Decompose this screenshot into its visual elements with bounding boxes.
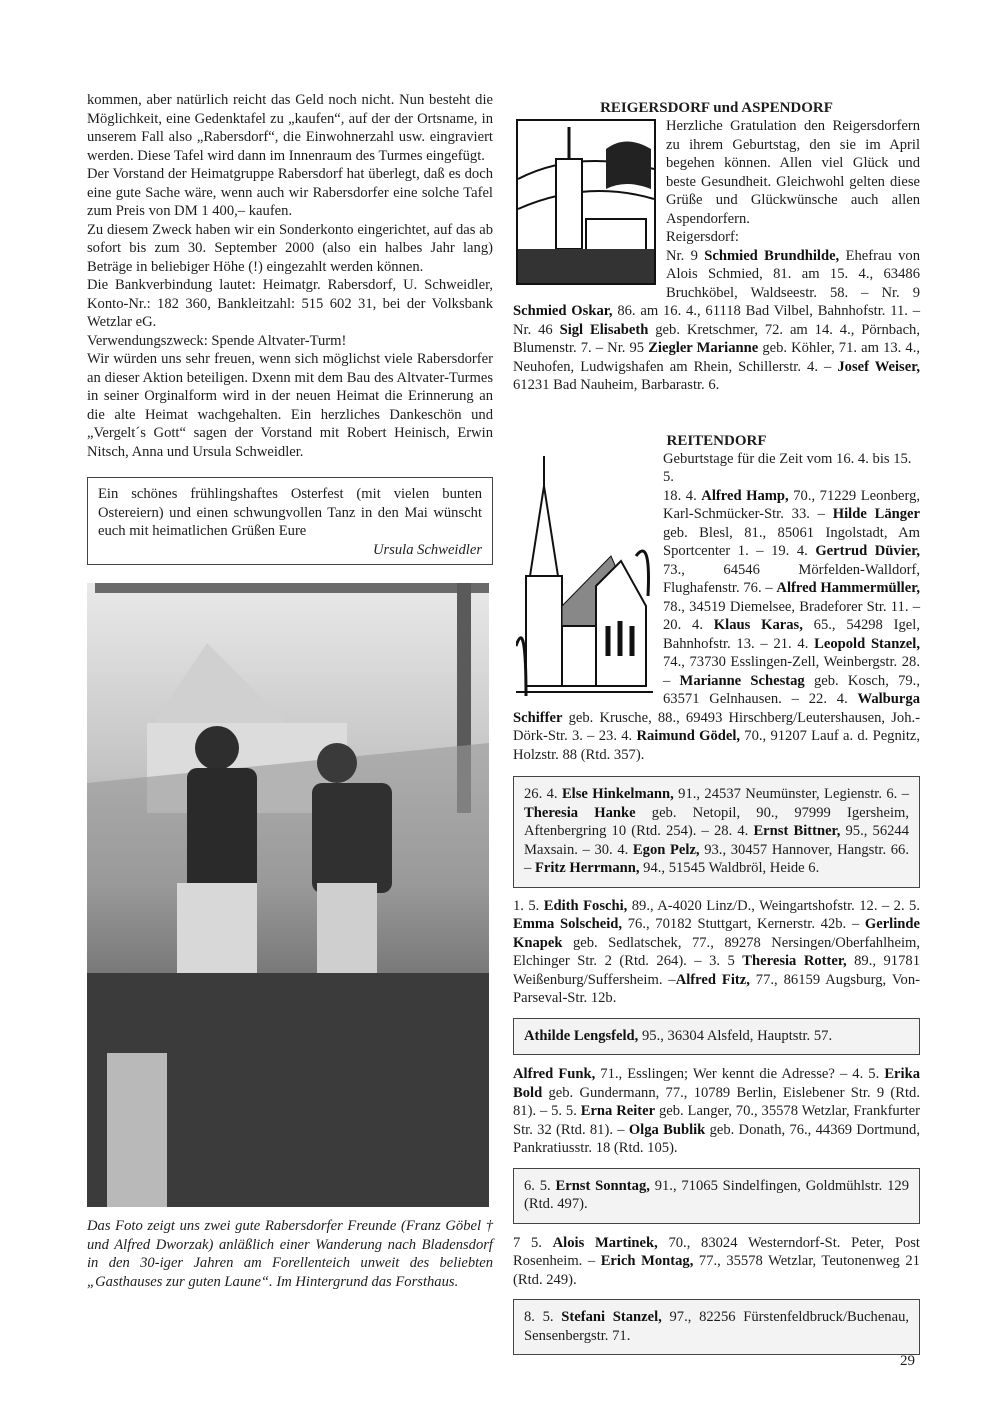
church-drawing-icon xyxy=(516,119,656,285)
birthday-detail: geb. Gundermann, 77., 10789 Berlin, Eislebener Str. 9 (Rtd. 81). – 5. 5. xyxy=(513,1084,920,1119)
person-name: Schmied Brundhilde, xyxy=(704,247,840,264)
paragraph: Verwendungszweck: Spende Altvater-Turm! xyxy=(87,332,347,349)
person-name: Athilde Lengsfeld, xyxy=(524,1027,639,1044)
birthday-paragraph xyxy=(513,1065,920,1158)
person-name: Gertrud Düvier, xyxy=(815,543,920,559)
birthday-detail: Nr. 9 xyxy=(666,247,705,264)
birthday-detail: geb. Kretschmer, 72. am 14. 4., Pörnbach, Blumenstr. 7. – Nr. 95 xyxy=(513,321,920,356)
person-name: Walburga Schiffer xyxy=(513,691,920,726)
person-name: Alfred Hammermüller, xyxy=(776,580,920,596)
paragraph: kommen, aber natürlich reicht das Geld noch nicht. Nun besteht die Möglichkeit, eine Gedenktafel zu „kaufen“, auf der der Ortsname, in unserem Fall also „Rabersdorf“, die Einwohnerzahl usw. eingraviert werden. Diese Tafel wird dann im Innenraum des Turmes eingefügt. xyxy=(87,92,493,164)
reitendorf-intro: Geburtstage für die Zeit vom 16. 4. bis 15. 5. xyxy=(663,450,912,485)
person-name: Ernst Sonntag, xyxy=(555,1177,650,1194)
birthday-paragraph xyxy=(513,1234,920,1290)
person-name: Emma Solscheid, xyxy=(513,916,623,932)
birthday-detail: geb. Donath, 76., 44369 Dortmund, Pankratiusstr. 18 (Rtd. 105). xyxy=(513,1121,921,1156)
birthday-detail: 89., A-4020 Linz/D., Weingartshofstr. 12. – 2. 5. xyxy=(627,897,921,914)
highlight-box xyxy=(513,1018,920,1056)
paragraph: Zu diesem Zweck haben wir ein Sonderkonto eingerichtet, auf das ab sofort bis zum 30. September 2000 (also ein halbes Jahr lang) Beträge in beliebiger Höhe (!) eingezahlt werden können. xyxy=(87,221,493,275)
section-heading-reitendorf: REITENDORF xyxy=(666,432,767,449)
person-name: Erika Bold xyxy=(513,1066,920,1101)
person-name: Olga Bublik xyxy=(628,1121,706,1138)
birthday-detail: 8. 5. xyxy=(524,1309,562,1325)
birthday-box-text xyxy=(524,1027,909,1046)
photo-image xyxy=(87,583,489,1207)
highlight-box xyxy=(513,1168,920,1224)
birthday-detail: 86. am 16. 4., 61118 Bad Vilbel, Bahnhofstr. 11. – Nr. 46 xyxy=(513,303,920,338)
church-drawing-icon xyxy=(516,456,653,696)
person-name: Alfred Hamp, xyxy=(701,487,789,504)
person-name: Alfred Funk, xyxy=(513,1066,596,1082)
birthday-detail: 70., 71229 Leonberg, Karl-Schmücker-Str. 33. – xyxy=(663,487,921,522)
birthday-detail: 65., 54298 Igel, Bahnhofstr. 13. – 21. 4. xyxy=(663,617,920,652)
birthday-detail: geb. Netopil, 90., 97999 Igersheim, Aftenbergring 10 (Rtd. 254). – 28. 4. xyxy=(524,804,909,839)
birthday-detail: 97., 82256 Fürstenfeldbruck/Buchenau, Sensenbergstr. 71. xyxy=(524,1309,910,1344)
page-number: 29 xyxy=(900,1353,915,1369)
person-name: Theresia Rotter, xyxy=(742,953,847,969)
birthday-box-text xyxy=(524,1308,909,1345)
person-name: Stefani Stanzel, xyxy=(561,1309,662,1325)
birthday-detail: 89., 91781 Weißenburg/Suffersheim. – xyxy=(513,953,920,988)
birthday-detail: 26. 4. xyxy=(524,786,562,802)
birthday-paragraph xyxy=(513,897,920,1008)
birthday-detail: 73., 64546 Mörfelden-Walldorf, Flughafenstr. 76. – xyxy=(663,561,920,596)
person-name: Josef Weiser, xyxy=(837,358,920,375)
person-name: Theresia Hanke xyxy=(524,804,636,821)
birthday-detail: 91., 71065 Sindelfingen, Goldmühlstr. 129 (Rtd. 497). xyxy=(524,1177,909,1212)
person-name: Fritz Herrmann, xyxy=(534,860,640,876)
paragraph: Wir würden uns sehr freuen, wenn sich möglichst viele Rabersdorfer an dieser Aktion beteiligen. Dxenn mit dem Bau des Altvater-Turmes in seiner Orginalform wird in der neuen Heimat die Erinnerung an die alte Heimat wachgehalten. Ein herzliches Dankeschön und „Vergelt´s Gott“ sagen der Vorstand mit Robert Heinisch, Erwin Nitsch, Anna und Ursula Schweidler. xyxy=(87,351,493,460)
birthday-detail: geb. Krusche, 88., 69493 Hirschberg/Leutershausen, Joh.-Dörk-Str. 3. – 23. 4. xyxy=(513,709,920,744)
paragraph: Die Bankverbindung lautet: Heimatgr. Rabersdorf, U. Schweidler, Konto-Nr.: 182 360, Bankleitzahl: 515 602 31, bei der Volksbank Wetzlar eG. xyxy=(87,277,493,330)
person-name: Ernst Bittner, xyxy=(753,823,841,839)
birthday-detail: 77., 86159 Augsburg, Von-Parseval-Str. 12b. xyxy=(513,971,920,1006)
birthday-detail: Ehefrau von Alois Schmied, 81. am 15. 4., 63486 Bruchköbel, Waldseestr. 58. – Nr. 9 xyxy=(666,247,921,301)
person-name: Klaus Karas, xyxy=(713,617,803,633)
birthday-detail: geb. Köhler, 71. am 13. 4., Neuhofen, Ludwigshafen am Rhein, Schillerstr. 4. – xyxy=(513,340,920,375)
person-name: Edith Foschi, xyxy=(543,897,628,914)
highlight-box xyxy=(513,1299,920,1355)
person-name: Erich Montag, xyxy=(600,1253,694,1269)
greeting-text: Ein schönes frühlingshaftes Osterfest (mit vielen bunten Ostereiern) und einen schwungvollen Tanz in den Mai wünscht euch mit heimatlichen Grüßen Eure xyxy=(98,486,482,539)
birthday-detail: 1. 5. xyxy=(513,897,544,914)
reigersdorf-sublabel: Reigersdorf: xyxy=(666,229,739,245)
birthday-detail: 95., 36304 Alsfeld, Hauptstr. 57. xyxy=(638,1027,833,1044)
birthday-detail: geb. Blesl, 81., 85061 Ingolstadt, Am Sportcenter 1. – 19. 4. xyxy=(663,524,920,559)
person-name: Marianne Schestag xyxy=(679,672,805,689)
person-name: Hilde Länger xyxy=(832,506,920,522)
birthday-box-text xyxy=(524,785,909,878)
person-name: Else Hinkelmann, xyxy=(561,786,674,802)
person-name: Erna Reiter xyxy=(580,1103,656,1119)
birthday-detail: 61231 Bad Nauheim, Barbarastr. 6. xyxy=(513,377,720,393)
person-name: Schmied Oskar, xyxy=(513,303,613,319)
birthday-detail: 78., 34519 Diemelsee, Bradeforer Str. 11. – 20. 4. xyxy=(663,598,920,633)
person-name: Ziegler Marianne xyxy=(648,340,759,356)
birthday-detail: 94., 51545 Waldbröl, Heide 6. xyxy=(639,860,820,876)
birthday-detail: 74., 73730 Esslingen-Zell, Weinbergstr. 28. – xyxy=(663,654,920,689)
birthday-detail: geb. Sedlatschek, 77., 89278 Nersingen/Oberfahlheim, Elchinger Str. 2 (Rtd. 264). – 3. 5 xyxy=(513,934,920,969)
greeting-signature: Ursula Schweidler xyxy=(372,541,482,558)
birthday-detail: 76., 70182 Stuttgart, Kernerstr. 42b. – xyxy=(622,916,865,932)
birthday-detail: 93., 30457 Hannover, Hangstr. 66. – xyxy=(524,841,909,876)
reigersdorf-intro: Herzliche Gratulation den Reigersdorfern zu ihrem Geburtstag, den sie im April begehen können. Allen viel Glück und beste Gesundheit. Gleichwohl gelten diese Grüße und Glückwünsche auch allen Aspendorfern. xyxy=(666,118,920,227)
birthday-box-text xyxy=(524,1177,909,1214)
person-name: Alois Martinek, xyxy=(552,1234,658,1251)
photo-caption: Das Foto zeigt uns zwei gute Rabersdorfer Freunde (Franz Göbel † und Alfred Dworzak) anläßlich einer Wanderung nach Bladensdorf in den 30-iger Jahren am Forellenteich unweit des beliebten „Gasthauses zur guten Laune“. Im Hintergrund das Forsthaus. xyxy=(87,1218,493,1290)
easter-greeting-box xyxy=(87,477,493,565)
person-name: Alfred Fitz, xyxy=(675,971,750,988)
birthday-detail: 91., 24537 Neumünster, Legienstr. 6. – xyxy=(673,786,910,802)
birthday-detail: 71., Esslingen; Wer kennt die Adresse? – 4. 5. xyxy=(595,1066,885,1082)
person-name: Sigl Elisabeth xyxy=(559,321,649,338)
birthday-detail: geb. Langer, 70., 35578 Wetzlar, Frankfurter Str. 32 (Rtd. 81). – xyxy=(513,1103,920,1138)
birthday-detail: 18. 4. xyxy=(663,487,702,504)
historic-photo xyxy=(87,583,489,1207)
reigersdorf-church-illustration xyxy=(516,119,656,291)
birthday-detail: geb. Kosch, 79., 63571 Gelnhausen. – 22. 4. xyxy=(663,672,920,707)
person-name: Raimund Gödel, xyxy=(636,728,741,744)
birthday-detail: 70., 91207 Lauf a. d. Pegnitz, Holzstr. 88 (Rtd. 357). xyxy=(513,728,920,763)
birthday-detail: 6. 5. xyxy=(524,1177,556,1194)
birthday-detail: 70., 83024 Westerndorf-St. Peter, Post Rosenheim. – xyxy=(513,1234,920,1269)
birthday-detail: 7 5. xyxy=(513,1234,553,1251)
person-name: Leopold Stanzel, xyxy=(814,635,920,652)
left-column xyxy=(87,91,493,1291)
right-column xyxy=(513,99,920,1355)
person-name: Gerlinde Knapek xyxy=(513,916,920,951)
paragraph: Der Vorstand der Heimatgruppe Rabersdorf hat überlegt, daß es doch eine gute Sache wäre, wenn auch wir Rabersdorfer eine solche Tafel zum Preis von DM 1 400,– kaufen. xyxy=(87,166,493,219)
section-heading-reigersdorf: REIGERSDORF und ASPENDORF xyxy=(600,100,833,116)
birthday-detail: 95., 56244 Maxsain. – 30. 4. xyxy=(524,823,910,858)
birthday-detail: 77., 35578 Wetzlar, Teutonenweg 21 (Rtd. 249). xyxy=(513,1253,920,1288)
reitendorf-church-illustration xyxy=(516,456,653,702)
highlight-box xyxy=(513,776,920,888)
person-name: Egon Pelz, xyxy=(632,841,700,858)
